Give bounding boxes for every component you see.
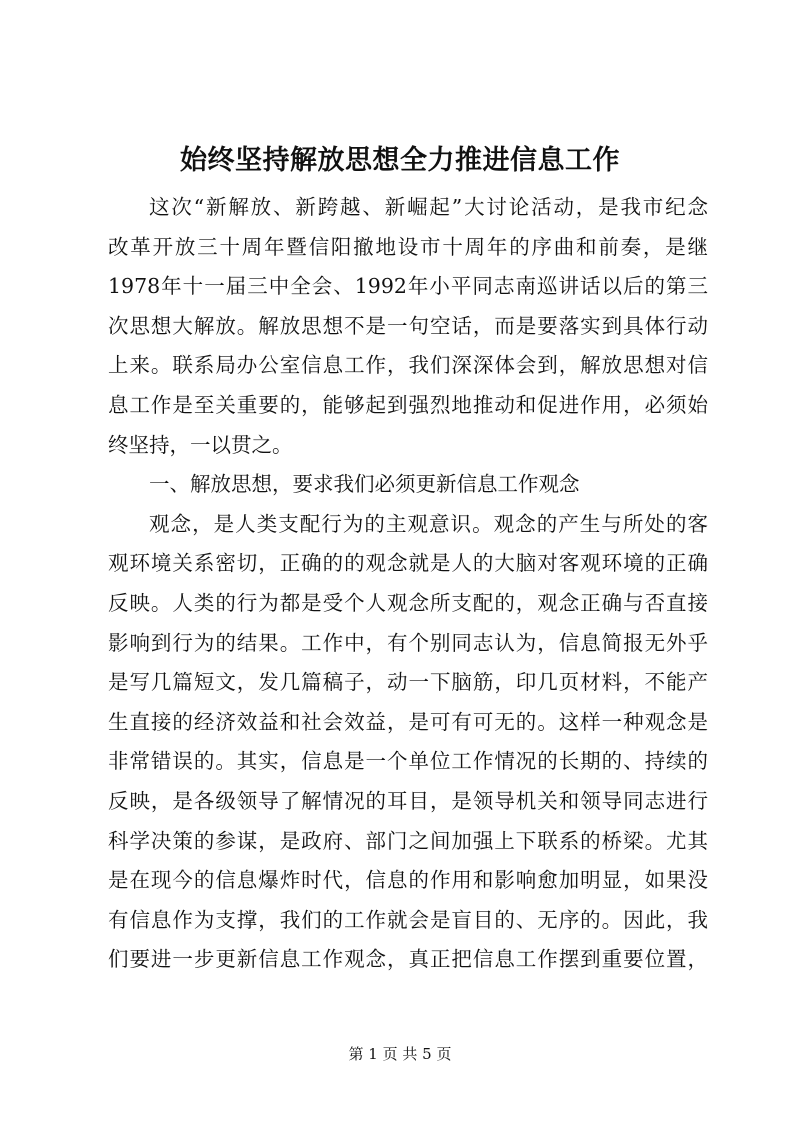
text-line: 终坚持，一以贯之。 [108,432,293,457]
text-line: 科学决策的参谋，是政府、部门之间加强上下联系的桥梁。尤其 [108,828,708,853]
text-line: 这次“新解放、新跨越、新崛起”大讨论活动，是我市纪念 [149,195,708,219]
text-line: 非常错误的。其实，信息是一个单位工作情况的长期的、持续的 [108,749,708,774]
text-line: 息工作是至关重要的，能够起到强烈地推动和促进作用，必须始 [108,392,708,417]
text-line: 上来。联系局办公室信息工作，我们深深体会到，解放思想对信 [108,353,708,378]
text-line: 次思想大解放。解放思想不是一句空话，而是要落实到具体行动 [108,313,708,338]
page-footer: 第 1 页 共 5 页 [348,1045,452,1063]
text-line: 观念，是人类支配行为的主观意识。观念的产生与所处的客 [149,511,708,536]
document-body [108,188,708,980]
document-title: 始终坚持解放思想全力推进信息工作 [180,145,620,176]
text-line: 们要进一步更新信息工作观念，真正把信息工作摆到重要位置， [108,947,708,972]
text-line: 生直接的经济效益和社会效益，是可有可无的。这样一种观念是 [108,709,708,734]
text-line: 有信息作为支撑，我们的工作就会是盲目的、无序的。因此，我 [108,907,708,932]
text-line: 反映，是各级领导了解情况的耳目，是领导机关和领导同志进行 [108,788,708,813]
text-line: 观环境关系密切，正确的的观念就是人的大脑对客观环境的正确 [108,551,708,576]
text-line: 改革开放三十周年暨信阳撤地设市十周年的序曲和前奏，是继 [108,234,708,259]
text-line: 影响到行为的结果。工作中，有个别同志认为，信息简报无外乎 [108,630,708,655]
text-line: 是写几篇短文，发几篇稿子，动一下脑筋，印几页材料，不能产 [108,670,708,695]
section-heading: 一、解放思想，要求我们必须更新信息工作观念 [149,472,580,497]
text-line: 1978年十一届三中全会、1992年小平同志南巡讲话以后的第三 [108,274,708,299]
text-line: 反映。人类的行为都是受个人观念所支配的，观念正确与否直接 [108,590,708,615]
text-line: 是在现今的信息爆炸时代，信息的作用和影响愈加明显，如果没 [108,868,708,893]
